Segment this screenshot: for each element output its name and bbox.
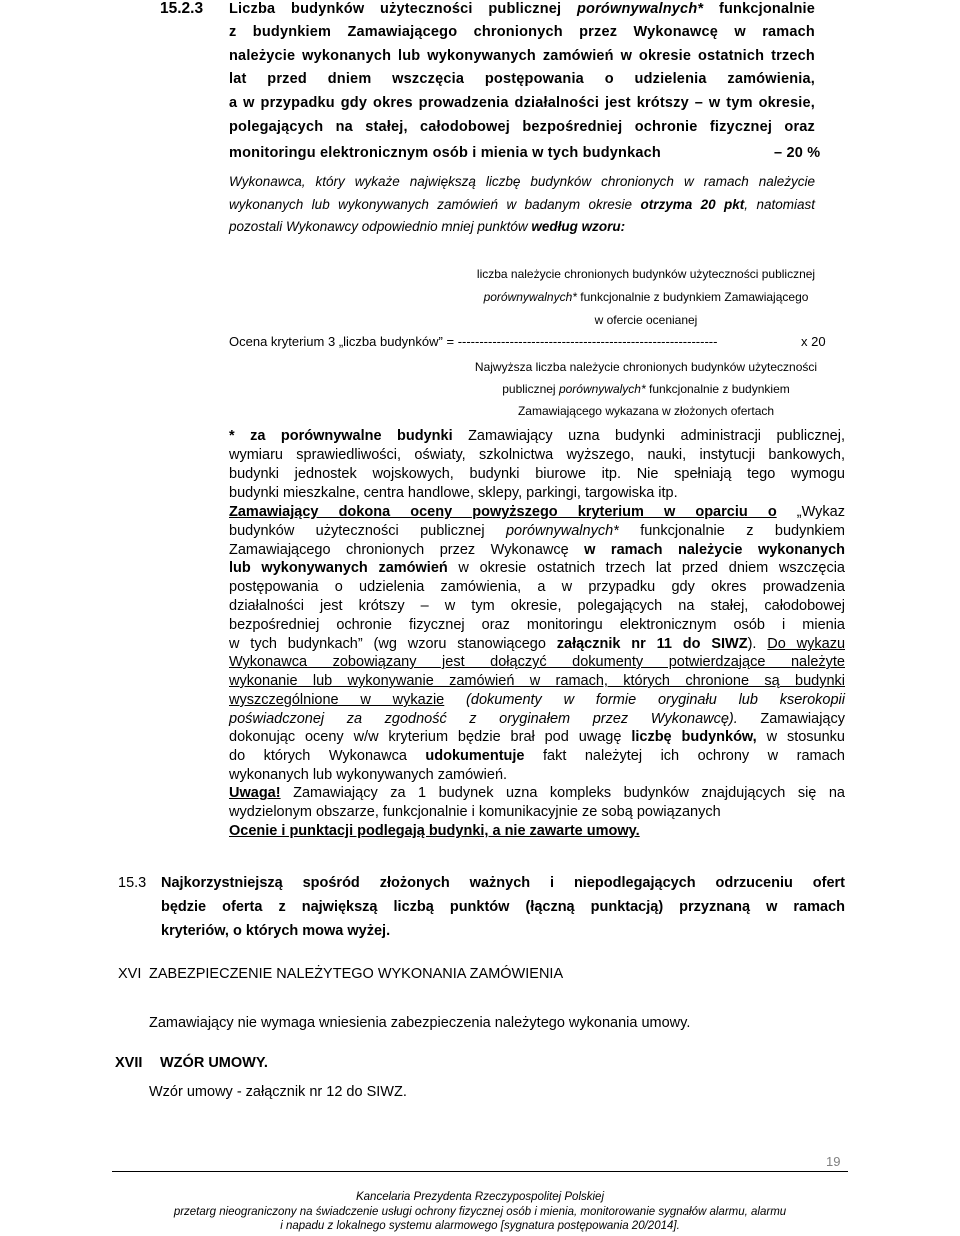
section-xvii-text: Wzór umowy - załącznik nr 12 do SIWZ.: [149, 1084, 407, 1100]
scoring-points: otrzyma 20 pkt: [640, 197, 745, 212]
definition-line-20: [229, 784, 845, 803]
warning-label: Uwaga!: [229, 785, 281, 801]
scoring-line-1: Wykonawca, który wykaże największą liczbę budynków chronionych w ramach należycie: [229, 174, 815, 189]
formula-italic: porównywalych*: [558, 382, 646, 396]
definition-text: „Wykaz: [796, 504, 845, 520]
criterion-line-5: a w przypadku gdy okres prowadzenia działalności jest krótszy – w tym okresie,: [229, 95, 815, 111]
definition-line-14: wykonanie lub wykonywanie zamówień w ramach, których chronione są budynki: [229, 673, 845, 689]
definition-line-16: [229, 710, 845, 729]
scoring-line-3: [229, 217, 625, 237]
formula-fraction-bar: ------------------------------------------------------------: [457, 334, 718, 349]
formula-numerator-2: [440, 288, 852, 306]
definition-line-1: [229, 427, 845, 446]
definition-text: do których Wykonawca: [229, 748, 407, 764]
definition-underlined: wyszczególnione w wykazie: [229, 692, 445, 708]
section-15-3-line-3: kryteriów, o których mowa wyżej.: [161, 923, 391, 939]
scoring-line-2: [229, 195, 815, 215]
definition-text: Zamawiający za 1 budynek uzna kompleks budynków znajdujących się na: [280, 785, 845, 801]
definition-line-5: [229, 503, 845, 522]
section-15-3-line-1: Najkorzystniejszą spośród złożonych ważnych i niepodlegających odrzuceniu ofert: [161, 875, 845, 891]
formula-text: funkcjonalnie z budynkiem Zamawiającego: [576, 290, 809, 304]
criterion-line-6: polegających na stałej, całodobowej bezpośredniej ochronie fizycznej oraz: [229, 119, 815, 135]
section-15-3-line-2: będzie oferta z największą liczbą punktów (łączną punktacją) przyznaną w ramach: [161, 899, 845, 915]
criterion-line-4: lat przed dniem wszczęcia postępowania o udzielenia zamówienia,: [229, 71, 815, 87]
criterion-line-1: [229, 0, 815, 19]
criterion-line-3: należycie wykonanych lub wykonywanych zamówień w okresie ostatnich trzech: [229, 48, 815, 64]
definition-underlined: Do wykazu: [767, 636, 846, 652]
criterion-line-2: z budynkiem Zamawiającego chronionych przez Wykonawcę w ramach: [229, 24, 815, 40]
formula-text: funkcjonalnie z budynkiem: [645, 382, 790, 396]
criterion-italic: porównywalnych*: [576, 1, 704, 17]
page-number: 19: [826, 1154, 841, 1169]
definition-line-6: [229, 522, 845, 541]
section-number-xvii: XVII: [115, 1055, 143, 1071]
definition-line-7: [229, 541, 845, 560]
criterion-line-7: monitoringu elektronicznym osób i mienia w tych budynkach: [229, 145, 661, 161]
definition-line-3: budynki jednostek wojskowych, budynki biurowe itp. Nie spełniają tego wymogu: [229, 466, 845, 482]
definition-italic: poświadczonej za zgodność z oryginałem przez Wykonawcę).: [229, 711, 738, 727]
definition-line-18: [229, 747, 845, 766]
definition-bold: udokumentuje: [425, 748, 525, 764]
definition-line-10: działalności jest krótszy – w tym okresie, polegających na stałej, całodobowej: [229, 598, 845, 614]
definition-text: ).: [747, 636, 768, 652]
definition-line-22: Ocenie i punktacji podlegają budynki, a nie zawarte umowy.: [229, 823, 640, 839]
definition-bold: liczbę budynków,: [631, 729, 757, 745]
definition-text: Zamawiającego chronionych przez Wykonawcę: [229, 542, 569, 558]
definition-text: Zamawiający uzna budynki administracji publicznej,: [468, 428, 845, 444]
section-xvi-text: Zamawiający nie wymaga wniesienia zabezpieczenia należytego wykonania umowy.: [149, 1015, 691, 1031]
definition-bold: w ramach należycie wykonanych: [584, 542, 845, 558]
definition-line-4: budynki mieszkalne, centra handlowe, sklepy, parkingi, targowiska itp.: [229, 485, 678, 501]
definition-text: budynków użyteczności publicznej: [229, 523, 485, 539]
definition-text: dokonując oceny w/w kryterium będzie brał pod uwagę: [229, 729, 622, 745]
footer-line-2: przetarg nieograniczony na świadczenie usługi ochrony fizycznej osób i mienia, monitorowanie sygnałów alarmu, alarmu: [173, 1206, 787, 1218]
section-number-15-2-3: 15.2.3: [160, 0, 204, 17]
assessment-basis: Zamawiający dokona oceny powyższego kryterium w oparciu o: [229, 504, 777, 520]
definition-line-2: wymiaru sprawiedliwości, oświaty, szkolnictwa wyższego, nauki, instytucji bankowych,: [229, 447, 845, 463]
criterion-text: funkcjonalnie: [718, 1, 815, 17]
definition-line-8: [229, 559, 845, 578]
formula-italic: porównywalnych*: [483, 290, 577, 304]
formula-numerator-1: liczba należycie chronionych budynków użyteczności publicznej: [476, 267, 816, 281]
section-xvi-title: ZABEZPIECZENIE NALEŻYTEGO WYKONANIA ZAMÓWIENIA: [149, 966, 564, 982]
definition-italic: (dokumenty w formie oryginału lub kserokopii: [466, 692, 845, 708]
scoring-formula-label: według wzoru:: [531, 219, 626, 234]
scoring-text: , natomiast: [744, 197, 815, 212]
definition-text: w stosunku: [766, 729, 845, 745]
criterion-text: Liczba budynków użyteczności publicznej: [229, 1, 562, 17]
definition-line-21: wydzielonym obszarze, funkcjonalnie i komunikacyjnie ze sobą powiązanych: [229, 804, 721, 820]
formula-numerator-3: w ofercie ocenianej: [594, 313, 698, 327]
definition-italic: porównywalnych*: [505, 523, 619, 539]
footer-rule: [112, 1171, 848, 1172]
definition-line-12: [229, 635, 845, 654]
definition-bold: * za porównywalne budynki: [229, 428, 453, 444]
footer-line-1: Kancelaria Prezydenta Rzeczypospolitej Polskiej: [355, 1191, 604, 1203]
section-xvii-title: WZÓR UMOWY.: [160, 1055, 268, 1071]
formula-denominator-3: Zamawiającego wykazana w złożonych ofertach: [517, 404, 775, 418]
definition-text: w tych budynkach” (wg wzoru stanowiącego: [229, 636, 546, 652]
scoring-text: pozostali Wykonawcy odpowiednio mniej punktów: [229, 219, 528, 234]
definition-line-13: Wykonawca zobowiązany jest dołączyć dokumenty potwierdzające należyte: [229, 654, 845, 670]
definition-text: w okresie ostatnich trzech lat przed dniem wszczęcia: [458, 560, 845, 576]
definition-text: fakt należytej ich ochrony w ramach: [542, 748, 845, 764]
formula-text: publicznej: [502, 382, 559, 396]
section-number-xvi: XVI: [118, 966, 142, 982]
definition-line-17: [229, 728, 845, 747]
section-number-15-3: 15.3: [118, 875, 147, 891]
formula-label: Ocena kryterium 3 „liczba budynków” =: [229, 334, 458, 349]
definition-line-19: wykonanych lub wykonywanych zamówień.: [229, 767, 508, 783]
footer-line-3: i napadu z lokalnego systemu alarmowego [sygnatura postępowania 20/2014].: [280, 1220, 680, 1232]
definition-line-9: postępowania o udzielenia zamówienia, a w przypadku gdy okres prowadzenia: [229, 579, 845, 595]
attachment-reference: załącznik nr 11 do SIWZ: [556, 636, 748, 652]
definition-line-11: bezpośredniej ochronie fizycznej oraz monitoringu elektronicznym osób i mienia: [229, 617, 845, 633]
definition-line-15: [229, 691, 845, 710]
criterion-weight: – 20 %: [774, 145, 821, 161]
formula-main-line: [229, 333, 717, 351]
formula-denominator-2: [420, 380, 872, 398]
definition-text: funkcjonalnie z budynkiem: [640, 523, 845, 539]
formula-multiplier: x 20: [801, 334, 826, 349]
definition-bold: lub wykonywanych zamówień: [229, 560, 448, 576]
scoring-text: wykonanych lub wykonywanych zamówień w badanym okresie: [229, 197, 633, 212]
definition-text: Zamawiający: [760, 711, 845, 727]
formula-denominator-1: Najwyższa liczba należycie chronionych budynków użyteczności: [474, 360, 818, 374]
